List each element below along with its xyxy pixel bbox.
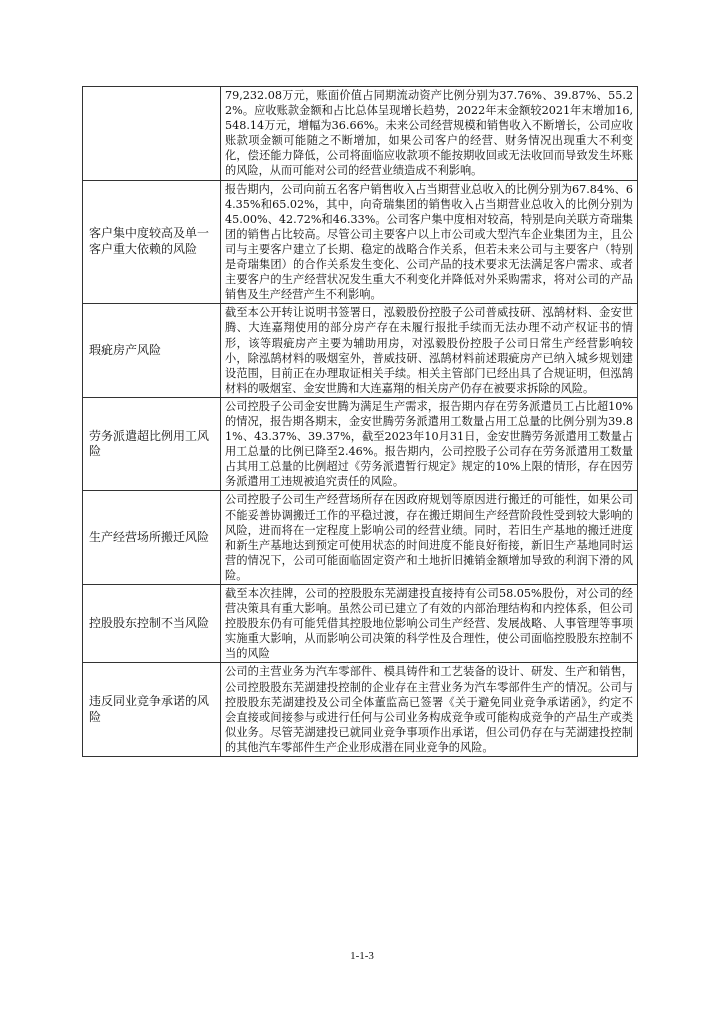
page-number: 1-1-3 <box>350 950 374 962</box>
table-row <box>83 585 638 663</box>
risk-description-cell: 79,232.08万元，账面价值占同期流动资产比例分别为37.76%、39.87%、55.22%。应收账款金额和占比总体呈现增长趋势，2022年末金额较2021年末增加16,548.14万元，增幅为36.66%。未来公司经营规模和销售收入不断增长，公司应收账款项金额可能随之不断增加，如果公司客户的经营、财务情况出现重大不利变化，偿还能力降低，公司将面临应收款项不能按期收回或无法收回而导致发生坏账的风险，从而可能对公司的经营业绩造成不利影响。 <box>221 87 638 181</box>
table-row <box>83 180 638 304</box>
risk-name-cell: 客户集中度较高及单一客户重大依赖的风险 <box>83 180 221 304</box>
risk-name-cell: 违反同业竞争承诺的风险 <box>83 663 221 757</box>
table-row <box>83 304 638 398</box>
table-row <box>83 663 638 757</box>
risk-description-cell: 截至本次挂牌，公司的控股股东芜湖建投直接持有公司58.05%股份，对公司的经营决策具有重大影响。虽然公司已建立了有效的内部治理结构和内控体系，但公司控股股东仍有可能凭借其控股地位影响公司生产经营、发展战略、人事管理等事项实施重大影响，从而影响公司决策的科学性及合理性，使公司面临控股股东控制不当的风险 <box>221 585 638 663</box>
risk-description-cell: 报告期内，公司向前五名客户销售收入占当期营业总收入的比例分别为67.84%、64.35%和65.02%，其中，向奇瑞集团的销售收入占当期营业总收入的比例分别为45.00%、42.72%和46.33%。公司客户集中度相对较高，特别是向关联方奇瑞集团的销售占比较高。尽管公司主要客户以上市公司或大型汽车企业集团为主，且公司与主要客户建立了长期、稳定的战略合作关系，但若未来公司与主要客户（特别是奇瑞集团）的合作关系发生变化、公司产品的技术要求无法满足客户需求、或者主要客户的生产经营状况发生重大不利变化并降低对外采购需求，将对公司的产品销售及生产经营产生不利影响。 <box>221 180 638 304</box>
risk-description-cell: 公司控股子公司金安世腾为满足生产需求，报告期内存在劳务派遣员工占比超10%的情况，报告期各期末，金安世腾劳务派遣用工数量占用工总量的比例分别为39.81%、43.37%、39.37%，截至2023年10月31日，金安世腾劳务派遣用工数量占用工总量的比例已降至2.46%。报告期内，公司控股子公司存在劳务派遣用工数量占其用工总量的比例超过《劳务派遣暂行规定》规定的10%上限的情形，存在因劳务派遣用工违规被追究责任的风险。 <box>221 397 638 491</box>
risk-name-cell: 生产经营场所搬迁风险 <box>83 491 221 585</box>
table-row <box>83 87 638 181</box>
risk-factor-table <box>82 86 638 757</box>
risk-description-cell: 公司控股子公司生产经营场所存在因政府规划等原因进行搬迁的可能性，如果公司不能妥善协调搬迁工作的平稳过渡，存在搬迁期间生产经营阶段性受到较大影响的风险，进而将在一定程度上影响公司的经营业绩。同时，若旧生产基地的搬迁进度和新生产基地达到预定可使用状态的时间进度不能良好衔接，新旧生产基地同时运营的情况下，公司可能面临固定资产和土地折旧摊销金额增加导致的利润下滑的风险。 <box>221 491 638 585</box>
risk-name-cell <box>83 87 221 181</box>
table-row <box>83 491 638 585</box>
table-row <box>83 397 638 491</box>
risk-description-cell: 公司的主营业务为汽车零部件、模具铸件和工艺装备的设计、研发、生产和销售，公司控股股东芜湖建投控制的企业存在主营业务为汽车零部件生产的情况。公司与控股股东芜湖建投及公司全体董监高已签署《关于避免同业竞争承诺函》，约定不会直接或间接参与或进行任何与公司业务构成竞争或可能构成竞争的产品生产或类似业务。尽管芜湖建投已就同业竞争事项作出承诺，但公司仍存在与芜湖建投控制的其他汽车零部件生产企业形成潜在同业竞争的风险。 <box>221 663 638 757</box>
risk-name-cell: 瑕疵房产风险 <box>83 304 221 398</box>
risk-name-cell: 控股股东控制不当风险 <box>83 585 221 663</box>
risk-description-cell: 截至本公开转让说明书签署日，泓毅股份控股子公司普威技研、泓鹄材料、金安世腾、大连嘉翔使用的部分房产存在未履行报批手续而无法办理不动产权证书的情形，该等瑕疵房产主要为辅助用房，对泓毅股份控股子公司日常生产经营影响较小，除泓鹄材料的吸烟室外，普威技研、泓鹄材料前述瑕疵房产已纳入城乡规划建设范围，目前正在办理取证相关手续。相关主管部门已经出具了合规证明，但泓鹄材料的吸烟室、金安世腾和大连嘉翔的相关房产仍存在被要求拆除的风险。 <box>221 304 638 398</box>
risk-name-cell: 劳务派遣超比例用工风险 <box>83 397 221 491</box>
